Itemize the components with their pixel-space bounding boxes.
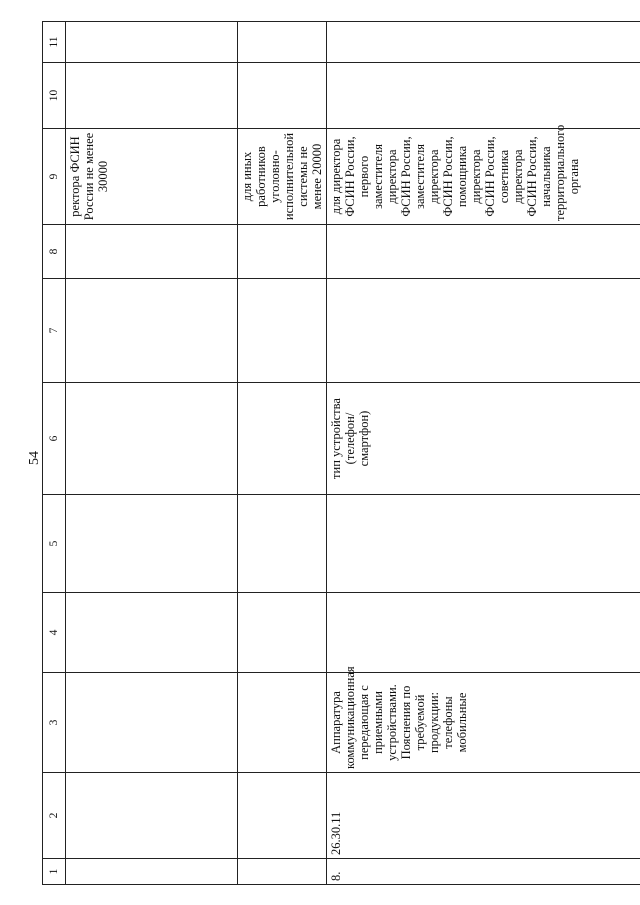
table-row — [238, 22, 327, 885]
table-cell — [238, 279, 327, 383]
column-number: 10 — [43, 63, 66, 129]
table-row — [327, 22, 640, 885]
table-row — [66, 22, 238, 885]
okpd-code-cell: 26.30.11 — [327, 773, 640, 859]
table-cell — [238, 63, 327, 129]
procurement-table — [42, 21, 640, 885]
table-cell — [238, 673, 327, 773]
column-number: 8 — [43, 225, 66, 279]
table-cell — [327, 279, 640, 383]
table-cell — [238, 773, 327, 859]
table-cell — [66, 593, 238, 673]
document-table — [42, 22, 617, 885]
table-cell — [238, 859, 327, 885]
table-cell — [66, 773, 238, 859]
column-number: 4 — [43, 593, 66, 673]
column-number: 9 — [43, 129, 66, 225]
column-number: 3 — [43, 673, 66, 773]
table-cell — [66, 859, 238, 885]
column-number: 5 — [43, 495, 66, 593]
page-number: 54 — [27, 451, 42, 465]
table-cell — [238, 22, 327, 63]
table-cell — [238, 225, 327, 279]
table-cell — [327, 63, 640, 129]
table-cell — [327, 495, 640, 593]
table-cell — [66, 673, 238, 773]
table-cell — [66, 225, 238, 279]
table-cell — [327, 593, 640, 673]
table-cell — [238, 495, 327, 593]
price-limit-cell: ректора ФСИН России не менее 30000 — [66, 129, 238, 225]
row-number-cell: 8. — [327, 859, 640, 885]
column-number: 11 — [43, 22, 66, 63]
column-number: 1 — [43, 859, 66, 885]
table-cell — [327, 225, 640, 279]
column-number: 6 — [43, 383, 66, 495]
table-cell — [66, 22, 238, 63]
table-cell — [238, 593, 327, 673]
table-cell — [66, 495, 238, 593]
table-cell — [66, 383, 238, 495]
column-number-row — [43, 22, 66, 885]
characteristic-cell: тип устройства (телефон/ смартфон) — [327, 383, 640, 495]
table-cell — [327, 22, 640, 63]
position-cell: для директора ФСИН России, первого заместителя директора ФСИН России, заместителя директора ФСИН России, помощника директора ФСИН России, советника директора ФСИН России, начальника территориального органа — [327, 129, 640, 225]
column-number: 7 — [43, 279, 66, 383]
table-cell — [66, 63, 238, 129]
price-limit-cell: для иных работников уголовно-исполнительной системы не менее 20000 — [238, 129, 327, 225]
table-cell — [238, 383, 327, 495]
product-name-cell: Аппаратура коммуникационная передающая с приемными устройствами. Пояснения по требуемой продукции: телефоны мобильные — [327, 673, 640, 773]
table-cell — [66, 279, 238, 383]
column-number: 2 — [43, 773, 66, 859]
